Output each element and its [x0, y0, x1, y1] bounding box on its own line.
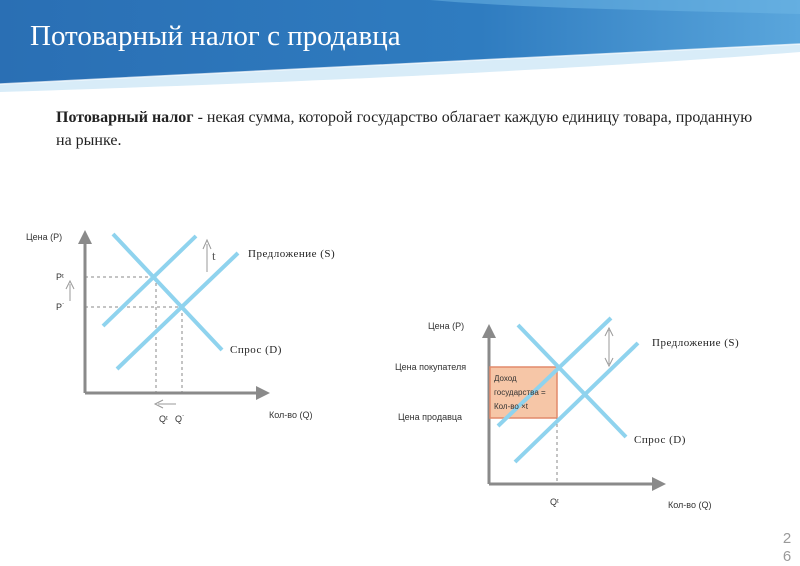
- right-x-axis-arrowhead: [652, 477, 666, 491]
- left-x-axis-label: Кол-во (Q): [269, 410, 313, 420]
- revenue-label-line3: Кол-во ×t: [494, 402, 528, 411]
- seller-price-label: Цена продавца: [398, 412, 463, 422]
- left-x-axis-arrowhead: [256, 386, 270, 400]
- left-p-eq-label: P˙: [56, 302, 65, 312]
- revenue-label-line1: Доход: [494, 374, 517, 383]
- left-q-eq-label: Q˙: [175, 414, 185, 424]
- left-supply-curve-shifted: [103, 236, 196, 326]
- right-x-axis-label: Кол-во (Q): [668, 500, 712, 510]
- right-q-tax-label: Qᵗ: [550, 497, 559, 507]
- right-demand-label: Спрос (D): [634, 434, 686, 446]
- revenue-label-line2: государства =: [494, 388, 546, 397]
- left-supply-label: Предложение (S): [248, 248, 336, 260]
- right-supply-label: Предложение (S): [652, 337, 740, 349]
- right-y-axis-arrowhead: [482, 324, 496, 338]
- slide-title: Потоварный налог с продавца: [30, 20, 401, 52]
- left-demand-label: Спрос (D): [230, 344, 282, 356]
- definition-term: Потоварный налог: [56, 109, 194, 126]
- diagram-right: [395, 318, 739, 510]
- left-tax-label: t: [212, 248, 217, 263]
- left-demand-curve: [113, 234, 222, 350]
- left-supply-curve: [117, 253, 238, 369]
- left-y-axis-label: Цена (Р): [26, 232, 63, 242]
- page-number: 26: [782, 530, 792, 565]
- right-y-axis-label: Цена (Р): [428, 321, 465, 331]
- buyer-price-label: Цена покупателя: [395, 362, 467, 372]
- diagram-left: [26, 230, 335, 424]
- left-y-axis-arrowhead: [78, 230, 92, 244]
- definition-text: - некая сумма, которой государство облагает каждую единицу товара, проданную на рынке.: [56, 109, 753, 149]
- left-p-tax-label: Pᵗ: [56, 272, 64, 282]
- left-q-tax-label: Qᵗ: [159, 414, 168, 424]
